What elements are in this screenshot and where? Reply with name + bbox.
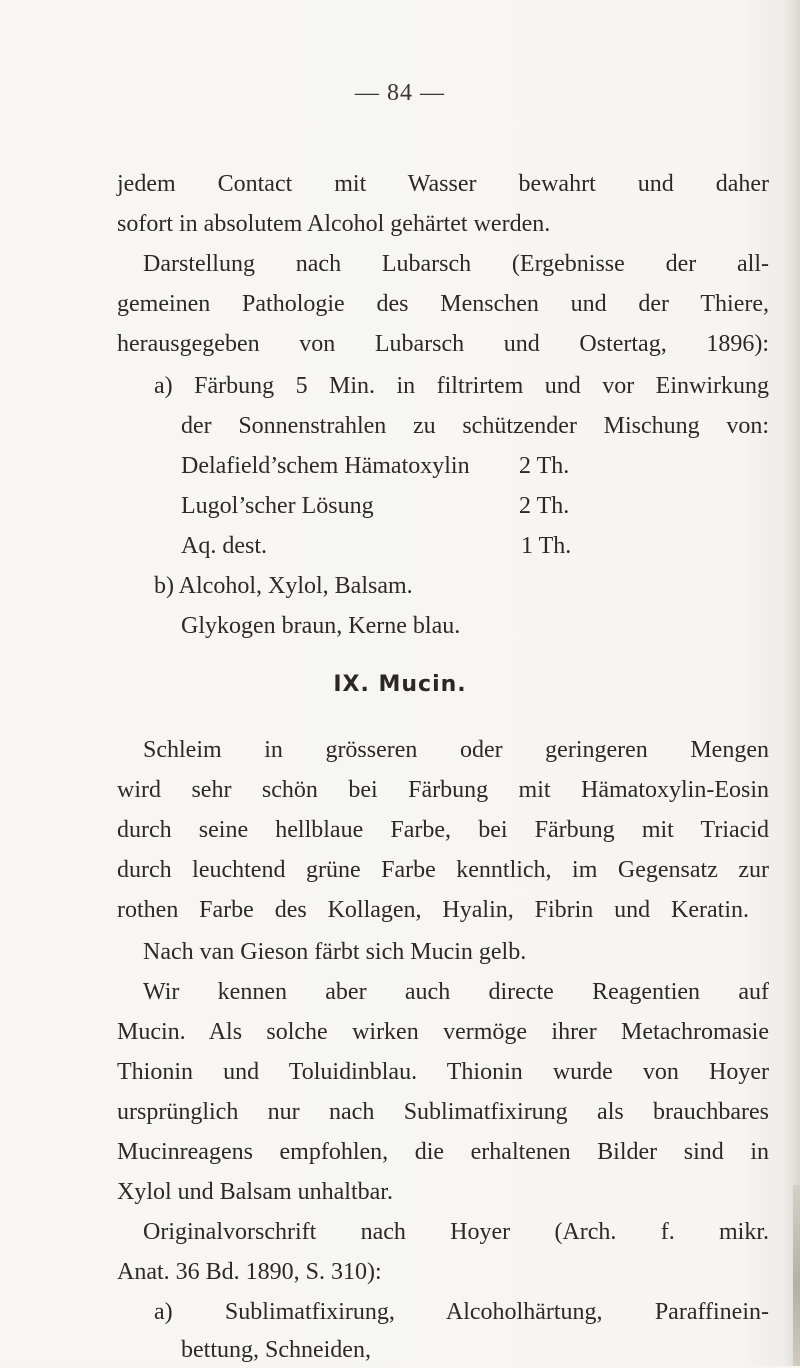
text-line xyxy=(117,772,769,808)
text-line xyxy=(117,1254,382,1290)
recipe-ingredient: Delafield’schem Hämatoxylin xyxy=(181,453,470,479)
recipe-ingredient: Aq. dest. xyxy=(181,533,267,559)
text-line xyxy=(117,206,550,242)
text-line xyxy=(143,934,526,970)
recipe-ingredient: Lugol’scher Lösung xyxy=(181,493,374,519)
page-number: — 84 — xyxy=(355,80,445,106)
text-line xyxy=(181,408,769,444)
text-line-content: ursprünglich nur nach Sublimatfixirung als brauchbares xyxy=(117,1099,769,1125)
text-line xyxy=(143,974,769,1010)
text-line xyxy=(181,1332,371,1368)
recipe-quantity: 2 Th. xyxy=(519,493,570,519)
text-line xyxy=(117,326,769,362)
text-line xyxy=(154,1294,769,1330)
text-line-content: herausgegeben von Lubarsch und Ostertag, 1896): xyxy=(117,331,769,357)
text-line-content: Schleim in grösseren oder geringeren Mengen xyxy=(143,737,769,763)
text-line-content: durch leuchtend grüne Farbe kenntlich, im Gegensatz zur xyxy=(117,857,769,883)
text-line-content: b) Alcohol, Xylol, Balsam. xyxy=(154,573,413,599)
text-line-content: wird sehr schön bei Färbung mit Hämatoxylin-Eosin xyxy=(117,777,769,803)
text-line-content: rothen Farbe des Kollagen, Hyalin, Fibrin und Keratin. xyxy=(117,897,749,923)
text-line-content: Anat. 36 Bd. 1890, S. 310): xyxy=(117,1259,382,1285)
text-line-content: durch seine hellblaue Farbe, bei Färbung mit Triacid xyxy=(117,817,769,843)
recipe-quantity: 2 Th. xyxy=(519,453,570,479)
text-line-content: Nach van Gieson färbt sich Mucin gelb. xyxy=(143,939,527,965)
text-line-content: Thionin und Toluidinblau. Thionin wurde von Hoyer xyxy=(117,1059,769,1085)
text-line-content: bettung, Schneiden, xyxy=(181,1337,371,1363)
text-line xyxy=(181,608,460,644)
page-edge-shadow xyxy=(793,1185,800,1366)
text-line-content: Darstellung nach Lubarsch (Ergebnisse der all- xyxy=(143,251,769,277)
text-line xyxy=(117,1094,769,1130)
section-heading: IX. Mucin. xyxy=(333,672,467,697)
text-line-content: sofort in absolutem Alcohol gehärtet werden. xyxy=(117,211,551,237)
text-line xyxy=(117,812,769,848)
recipe-quantity: 1 Th. xyxy=(521,533,572,559)
text-line-content: Mucinreagens empfohlen, die erhaltenen Bilder sind in xyxy=(117,1139,769,1165)
text-line xyxy=(117,1054,769,1090)
text-line-content: Xylol und Balsam unhaltbar. xyxy=(117,1179,393,1205)
text-line xyxy=(143,1214,769,1250)
text-line-content: jedem Contact mit Wasser bewahrt und daher xyxy=(117,171,769,197)
text-line xyxy=(117,166,769,202)
text-line xyxy=(154,568,413,604)
text-line-content: Glykogen braun, Kerne blau. xyxy=(181,613,461,639)
text-line xyxy=(143,732,769,768)
text-line xyxy=(117,1014,769,1050)
text-line xyxy=(117,1174,393,1210)
text-line-content: Wir kennen aber auch directe Reagentien auf xyxy=(143,979,769,1005)
text-line-content: a) Sublimatfixirung, Alcoholhärtung, Paraffinein- xyxy=(154,1299,769,1325)
text-line-content: Mucin. Als solche wirken vermöge ihrer Metachromasie xyxy=(117,1019,769,1045)
text-line xyxy=(117,892,749,928)
text-line xyxy=(117,1134,769,1170)
text-line xyxy=(143,246,769,282)
text-line-content: Originalvorschrift nach Hoyer (Arch. f. mikr. xyxy=(143,1219,769,1245)
text-line-content: gemeinen Pathologie des Menschen und der Thiere, xyxy=(117,291,769,317)
text-line xyxy=(154,368,769,404)
text-line-content: a) Färbung 5 Min. in filtrirtem und vor Einwirkung xyxy=(154,373,769,399)
text-line xyxy=(117,286,769,322)
text-line xyxy=(117,852,769,888)
text-line-content: der Sonnenstrahlen zu schützender Mischung von: xyxy=(181,413,769,439)
